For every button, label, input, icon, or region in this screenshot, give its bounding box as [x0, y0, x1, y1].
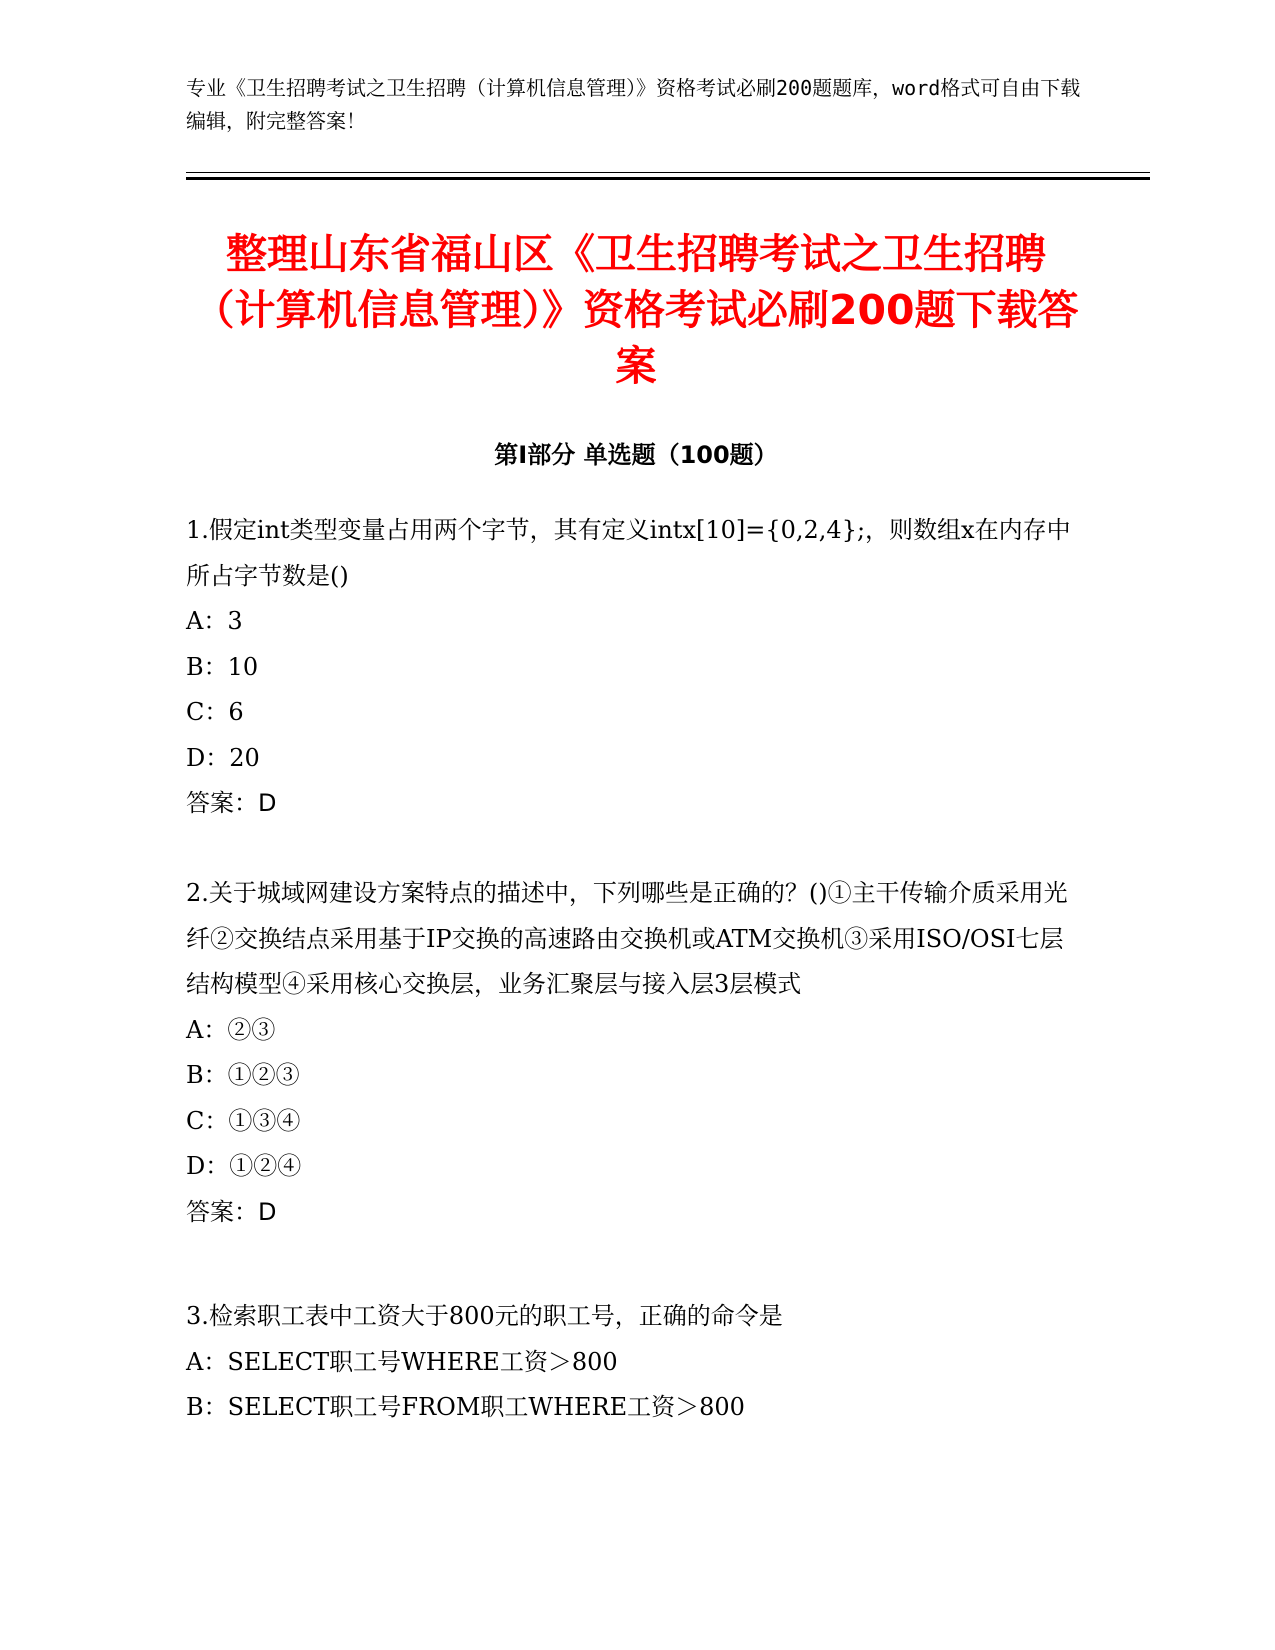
question-3 — [186, 1294, 1086, 1431]
option-c: C：①③④ — [186, 1106, 301, 1135]
header-rule-thin — [186, 172, 1150, 173]
question-text: 2.关于城域网建设方案特点的描述中，下列哪些是正确的？()①主干传输介质采用光纤②交换结点采用基于IP交换的高速路由交换机或ATM交换机③采用ISO/OSI七层结构模型④采用核心交换层，业务汇聚层与接入层3层模式 — [186, 879, 1068, 998]
option-c: C：6 — [186, 698, 244, 726]
question-1 — [186, 508, 1086, 827]
question-text: 3.检索职工表中工资大于800元的职工号，正确的命令是 — [186, 1302, 783, 1330]
document-title: 整理山东省福山区《卫生招聘考试之卫生招聘（计算机信息管理）》资格考试必刷200题下载答案 — [193, 230, 1079, 390]
option-a: A：SELECT职工号WHERE工资＞800 — [186, 1347, 618, 1376]
option-b: B：10 — [186, 652, 259, 681]
option-d: D：①②④ — [186, 1152, 302, 1180]
option-b: B：SELECT职工号FROM职工WHERE工资＞800 — [186, 1393, 745, 1421]
answer-line: 答案：D — [186, 1197, 277, 1226]
question-text: 1.假定int类型变量占用两个字节，其有定义intx[10]={0,2,4};，则数组x在内存中所占字节数是() — [186, 516, 1071, 590]
section-heading: 第Ⅰ部分 单选题（100题） — [494, 441, 778, 469]
question-2 — [186, 871, 1086, 1235]
answer-line: 答案：D — [186, 789, 277, 817]
header-rule-thick — [186, 177, 1150, 180]
option-b: B：①②③ — [186, 1061, 300, 1089]
option-a: A：3 — [186, 607, 243, 635]
header-note: 专业《卫生招聘考试之卫生招聘（计算机信息管理）》资格考试必刷200题题库，word格式可自由下载编辑，附完整答案！ — [186, 76, 1081, 133]
option-a: A：②③ — [186, 1015, 276, 1044]
option-d: D：20 — [186, 743, 260, 772]
